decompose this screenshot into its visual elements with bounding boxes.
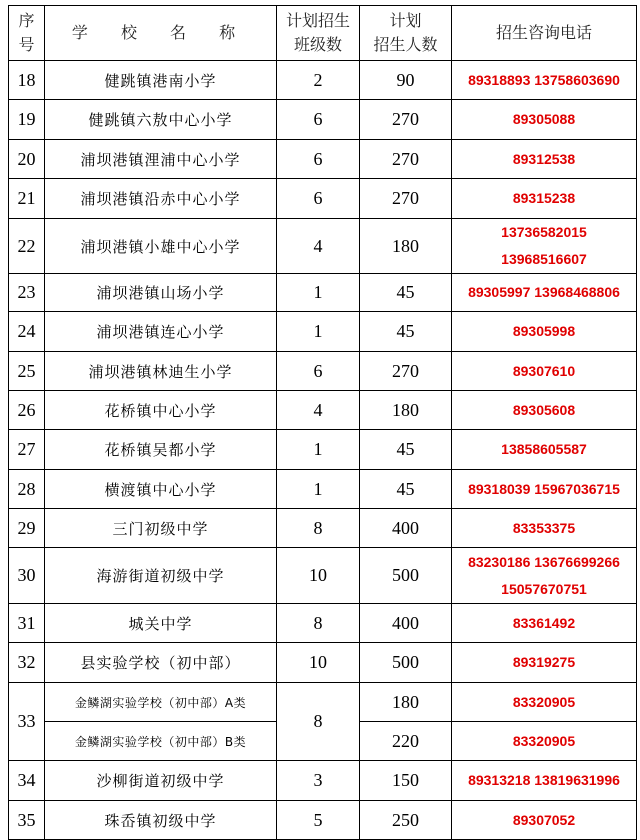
student-count: 400 bbox=[360, 509, 452, 548]
row-number: 25 bbox=[9, 352, 45, 391]
student-count: 45 bbox=[360, 274, 452, 312]
phone-number: 83353375 bbox=[512, 519, 576, 536]
school-name: 沙柳街道初级中学 bbox=[45, 761, 277, 801]
phone-cell bbox=[452, 509, 637, 548]
class-count: 4 bbox=[277, 391, 360, 430]
table-row bbox=[9, 761, 637, 801]
phone-cell bbox=[452, 722, 637, 761]
phone-number: 83320905 bbox=[512, 732, 576, 749]
phone-cell bbox=[452, 352, 637, 391]
row-number: 18 bbox=[9, 61, 45, 100]
phone-number: 89307052 bbox=[512, 811, 576, 828]
class-count: 1 bbox=[277, 470, 360, 509]
header-no-line: 号 bbox=[18, 35, 35, 54]
class-count: 1 bbox=[277, 312, 360, 352]
school-name: 金鳞湖实验学校（初中部）A类 bbox=[45, 683, 277, 722]
phone-number: 89307610 bbox=[512, 362, 576, 379]
phone-cell bbox=[452, 219, 637, 274]
school-name: 浦坝港镇林迪生小学 bbox=[45, 352, 277, 391]
class-count: 8 bbox=[277, 509, 360, 548]
student-count: 270 bbox=[360, 352, 452, 391]
row-number: 28 bbox=[9, 470, 45, 509]
table-row bbox=[9, 470, 637, 509]
school-name: 花桥镇吴都小学 bbox=[45, 430, 277, 470]
phone-number: 83230186 13676699266 bbox=[468, 553, 620, 570]
phone-number: 13968516607 bbox=[501, 251, 587, 267]
row-number: 31 bbox=[9, 604, 45, 643]
phone-number: 89319275 bbox=[512, 654, 576, 670]
table-body bbox=[9, 61, 637, 840]
table-row bbox=[9, 604, 637, 643]
phone-cell bbox=[452, 179, 637, 219]
phone-cell bbox=[452, 391, 637, 430]
table-row bbox=[9, 643, 637, 683]
class-count: 5 bbox=[277, 801, 360, 840]
student-count: 45 bbox=[360, 470, 452, 509]
row-number: 35 bbox=[9, 801, 45, 840]
student-count: 500 bbox=[360, 548, 452, 604]
table-row bbox=[9, 430, 637, 470]
phone-number: 89312538 bbox=[512, 150, 576, 167]
school-name: 浦坝港镇山场小学 bbox=[45, 274, 277, 312]
school-name: 浦坝港镇连心小学 bbox=[45, 312, 277, 352]
class-count: 8 bbox=[277, 683, 360, 761]
table-row bbox=[9, 100, 637, 140]
class-count: 1 bbox=[277, 274, 360, 312]
header-row bbox=[9, 6, 637, 61]
row-number: 23 bbox=[9, 274, 45, 312]
phone-cell bbox=[452, 274, 637, 312]
class-count: 6 bbox=[277, 352, 360, 391]
student-count: 180 bbox=[360, 391, 452, 430]
header-classes-line: 计划招生 bbox=[285, 11, 350, 30]
student-count: 150 bbox=[360, 761, 452, 801]
student-count: 270 bbox=[360, 140, 452, 179]
table-row bbox=[9, 274, 637, 312]
student-count: 400 bbox=[360, 604, 452, 643]
table-row bbox=[9, 61, 637, 100]
student-count: 270 bbox=[360, 100, 452, 140]
row-number: 21 bbox=[9, 179, 45, 219]
class-count: 2 bbox=[277, 61, 360, 100]
school-name: 花桥镇中心小学 bbox=[45, 391, 277, 430]
class-count: 6 bbox=[277, 179, 360, 219]
school-name: 金鳞湖实验学校（初中部）B类 bbox=[45, 722, 277, 761]
row-number: 30 bbox=[9, 548, 45, 604]
class-count: 10 bbox=[277, 643, 360, 683]
header-students bbox=[360, 6, 452, 61]
row-number: 34 bbox=[9, 761, 45, 801]
phone-number: 13858605587 bbox=[501, 441, 587, 457]
row-number: 20 bbox=[9, 140, 45, 179]
school-name: 健跳镇六敖中心小学 bbox=[45, 100, 277, 140]
table-row bbox=[9, 352, 637, 391]
phone-cell bbox=[452, 312, 637, 352]
table-row bbox=[9, 391, 637, 430]
phone-cell bbox=[452, 683, 637, 722]
table-row bbox=[9, 548, 637, 604]
school-name: 县实验学校（初中部） bbox=[45, 643, 277, 683]
class-count: 6 bbox=[277, 100, 360, 140]
school-name: 三门初级中学 bbox=[45, 509, 277, 548]
student-count: 250 bbox=[360, 801, 452, 840]
phone-number: 89313218 13819631996 bbox=[468, 772, 620, 788]
header-school-name-text: 学 校 名 称 bbox=[71, 23, 250, 42]
student-count: 45 bbox=[360, 430, 452, 470]
phone-cell bbox=[452, 140, 637, 179]
header-classes-line: 班级数 bbox=[293, 35, 342, 54]
phone-cell bbox=[452, 61, 637, 100]
table-row bbox=[9, 179, 637, 219]
header-classes bbox=[277, 6, 360, 61]
class-count: 8 bbox=[277, 604, 360, 643]
row-number: 27 bbox=[9, 430, 45, 470]
row-number: 33 bbox=[9, 683, 45, 761]
phone-number: 15057670751 bbox=[501, 580, 587, 597]
student-count: 45 bbox=[360, 312, 452, 352]
class-count: 10 bbox=[277, 548, 360, 604]
phone-number: 89305997 13968468806 bbox=[468, 284, 620, 300]
phone-cell bbox=[452, 100, 637, 140]
student-count: 220 bbox=[360, 722, 452, 761]
row-number: 26 bbox=[9, 391, 45, 430]
school-name: 海游街道初级中学 bbox=[45, 548, 277, 604]
school-name: 浦坝港镇小雄中心小学 bbox=[45, 219, 277, 274]
school-name: 浦坝港镇沿赤中心小学 bbox=[45, 179, 277, 219]
enrollment-table bbox=[8, 5, 637, 840]
school-name: 横渡镇中心小学 bbox=[45, 470, 277, 509]
header-students-line: 招生人数 bbox=[373, 35, 438, 54]
phone-number: 89305608 bbox=[512, 401, 576, 418]
table-row bbox=[9, 683, 637, 722]
phone-cell bbox=[452, 470, 637, 509]
row-number: 22 bbox=[9, 219, 45, 274]
student-count: 90 bbox=[360, 61, 452, 100]
row-number: 29 bbox=[9, 509, 45, 548]
phone-number: 89315238 bbox=[512, 190, 576, 206]
school-name: 浦坝港镇浬浦中心小学 bbox=[45, 140, 277, 179]
table-row bbox=[9, 509, 637, 548]
student-count: 500 bbox=[360, 643, 452, 683]
table-row bbox=[9, 219, 637, 274]
phone-cell bbox=[452, 430, 637, 470]
header-students-line: 计划 bbox=[389, 11, 422, 30]
table-row bbox=[9, 312, 637, 352]
table-row bbox=[9, 801, 637, 840]
table-row bbox=[9, 140, 637, 179]
phone-number: 83320905 bbox=[512, 693, 576, 710]
header-phone bbox=[452, 6, 637, 61]
phone-number: 89318039 15967036715 bbox=[468, 480, 620, 497]
class-count: 4 bbox=[277, 219, 360, 274]
phone-number: 89318893 13758603690 bbox=[468, 71, 620, 88]
school-name: 珠岙镇初级中学 bbox=[45, 801, 277, 840]
school-name: 城关中学 bbox=[45, 604, 277, 643]
phone-number: 83361492 bbox=[512, 614, 576, 631]
student-count: 270 bbox=[360, 179, 452, 219]
header-phone-text: 招生咨询电话 bbox=[495, 23, 592, 42]
phone-number: 89305088 bbox=[512, 111, 576, 127]
class-count: 1 bbox=[277, 430, 360, 470]
phone-number: 13736582015 bbox=[501, 224, 587, 240]
phone-number: 89305998 bbox=[512, 323, 576, 339]
school-name: 健跳镇港南小学 bbox=[45, 61, 277, 100]
phone-cell bbox=[452, 761, 637, 801]
student-count: 180 bbox=[360, 683, 452, 722]
header-no-line: 序 bbox=[18, 11, 35, 30]
phone-cell bbox=[452, 604, 637, 643]
phone-cell bbox=[452, 643, 637, 683]
row-number: 32 bbox=[9, 643, 45, 683]
phone-cell bbox=[452, 801, 637, 840]
header-no bbox=[9, 6, 45, 61]
row-number: 24 bbox=[9, 312, 45, 352]
row-number: 19 bbox=[9, 100, 45, 140]
class-count: 6 bbox=[277, 140, 360, 179]
class-count: 3 bbox=[277, 761, 360, 801]
phone-cell bbox=[452, 548, 637, 604]
student-count: 180 bbox=[360, 219, 452, 274]
header-school-name bbox=[45, 6, 277, 61]
